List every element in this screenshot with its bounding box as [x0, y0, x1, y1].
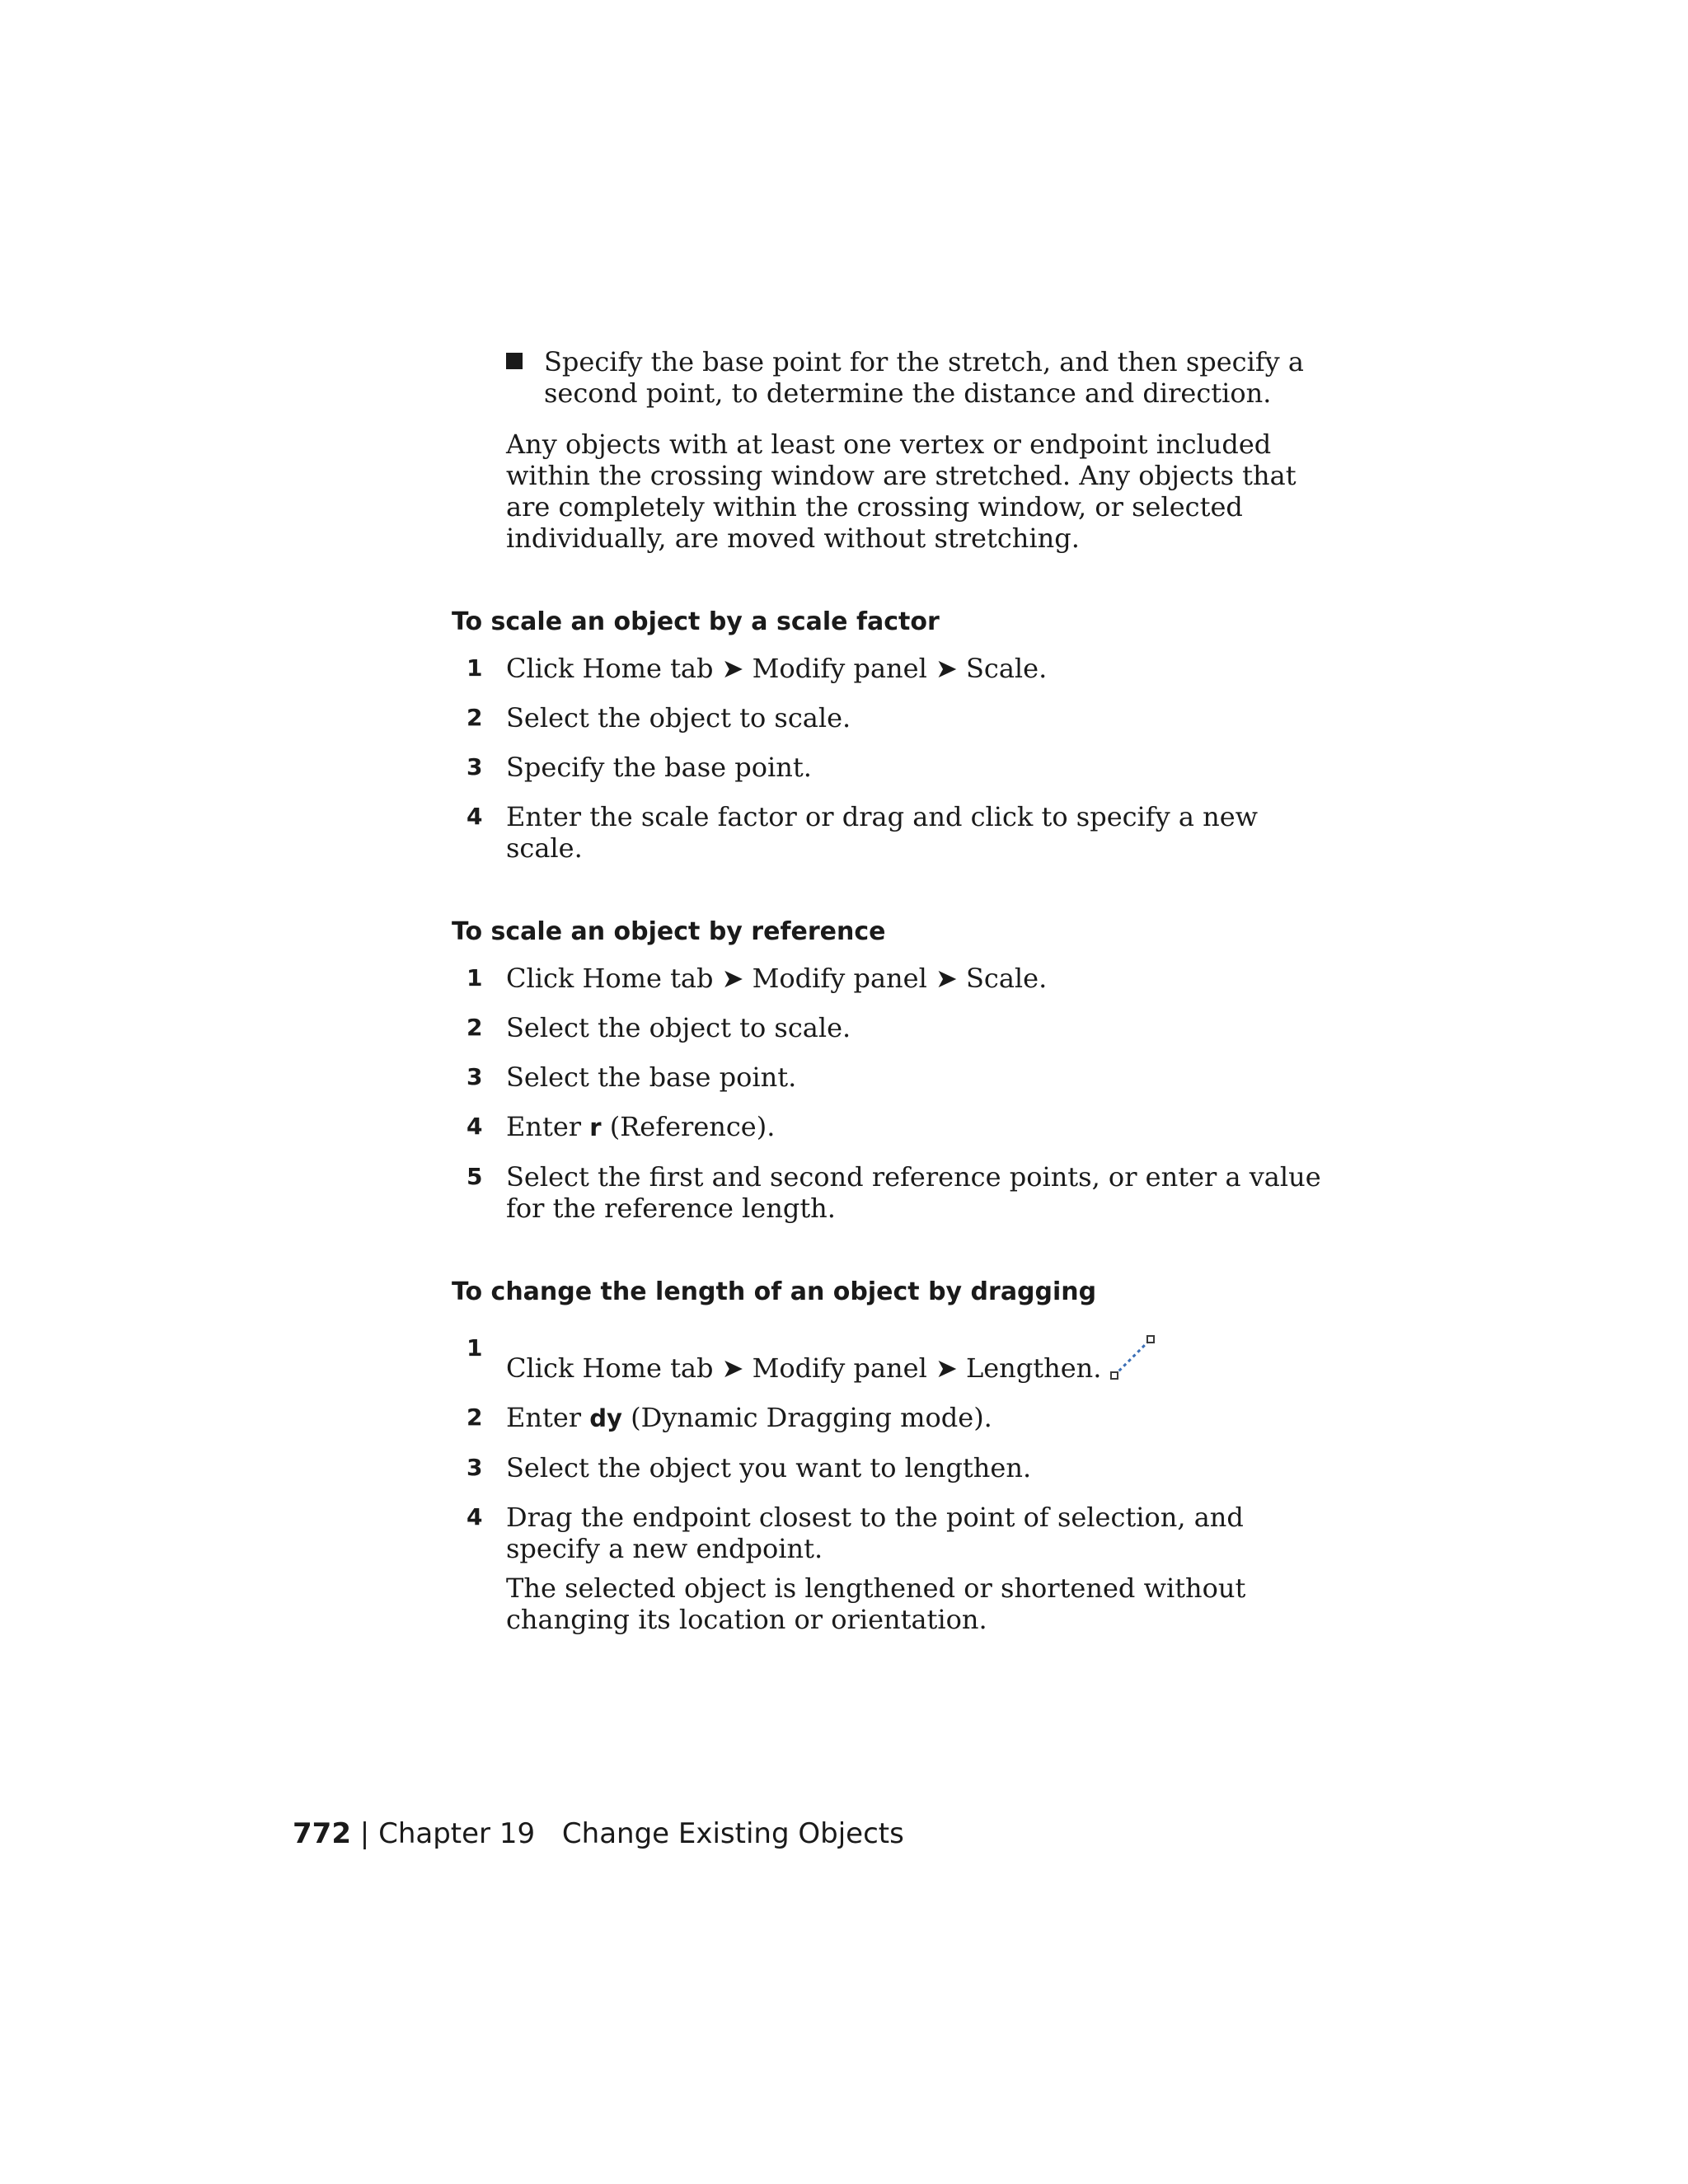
step-number: 1 [467, 1334, 483, 1361]
step-item [452, 1333, 1342, 1384]
step-number: 4 [467, 1113, 483, 1140]
step-item [452, 1402, 1342, 1434]
step-text: Select the base point. [506, 1062, 797, 1093]
step-text: Click Home tab ➤ Modify panel ➤ Scale. [506, 653, 1048, 684]
command-keyword: dy [589, 1404, 622, 1432]
step-text [506, 1333, 1342, 1384]
step-number: 5 [467, 1163, 483, 1190]
page-number: 772 [293, 1817, 351, 1850]
step-item [452, 1111, 1342, 1143]
step-text-pre: Enter [506, 1111, 590, 1142]
step-text: Select the first and second reference points, or enter a value for the reference length. [506, 1161, 1321, 1224]
step-number: 4 [467, 1503, 483, 1530]
step-number: 1 [467, 964, 483, 991]
page-content [452, 346, 1342, 1653]
step-text: Drag the endpoint closest to the point of selection, and specify a new endpoint. [506, 1502, 1244, 1564]
bullet-text: Specify the base point for the stretch, and then specify a second point, to determine the distance and direction. [544, 346, 1304, 409]
step-text-post: (Dynamic Dragging mode). [621, 1402, 992, 1433]
step-number: 4 [467, 803, 483, 830]
step-item [452, 653, 1342, 684]
lengthen-icon [1108, 1333, 1157, 1382]
step-item [452, 1161, 1342, 1224]
chapter-title: Change Existing Objects [561, 1817, 904, 1850]
step-number: 2 [467, 704, 483, 731]
step-item [452, 752, 1342, 783]
step-number: 3 [467, 753, 483, 780]
step-text: Select the object to scale. [506, 1012, 851, 1043]
step-text-main: Click Home tab ➤ Modify panel ➤ Lengthen. [506, 1352, 1102, 1384]
step-number: 3 [467, 1454, 483, 1481]
step-text: Select the object you want to lengthen. [506, 1452, 1032, 1483]
step-item [452, 1502, 1342, 1635]
command-keyword: r [589, 1113, 602, 1141]
step-text-post: (Reference). [601, 1111, 776, 1142]
section-heading-scale-factor: To scale an object by a scale factor [452, 607, 940, 636]
page-footer [293, 1817, 904, 1850]
step-item [452, 963, 1342, 994]
step-number: 1 [467, 654, 483, 682]
step-number: 2 [467, 1014, 483, 1041]
step-text: Specify the base point. [506, 752, 812, 783]
step-note: The selected object is lengthened or shortened without changing its location or orientation. [506, 1572, 1246, 1635]
step-text: Click Home tab ➤ Modify panel ➤ Scale. [506, 963, 1048, 994]
footer-separator: | [359, 1817, 370, 1850]
intro-paragraph: Any objects with at least one vertex or endpoint included within the crossing window are stretched. Any objects that are completely within the crossing window, or selected individually, are moved without stretching. [506, 429, 1296, 554]
step-item [452, 1062, 1342, 1093]
step-number: 3 [467, 1063, 483, 1090]
step-item [452, 1012, 1342, 1043]
step-text-pre: Enter [506, 1402, 590, 1433]
square-bullet-icon [506, 353, 523, 369]
bullet-item [506, 346, 1342, 409]
step-text: Select the object to scale. [506, 702, 851, 733]
step-text [506, 1402, 1342, 1434]
section-heading-scale-reference: To scale an object by reference [452, 917, 886, 946]
step-body [506, 1502, 1342, 1635]
step-item [452, 702, 1342, 733]
step-text [506, 1111, 1342, 1143]
section-heading-lengthen-dragging: To change the length of an object by dragging [452, 1277, 1097, 1306]
step-item [452, 801, 1342, 864]
chapter-label: Chapter 19 [378, 1817, 536, 1850]
step-text: Enter the scale factor or drag and click to specify a new scale. [506, 801, 1259, 864]
step-item [452, 1452, 1342, 1483]
step-number: 2 [467, 1404, 483, 1431]
